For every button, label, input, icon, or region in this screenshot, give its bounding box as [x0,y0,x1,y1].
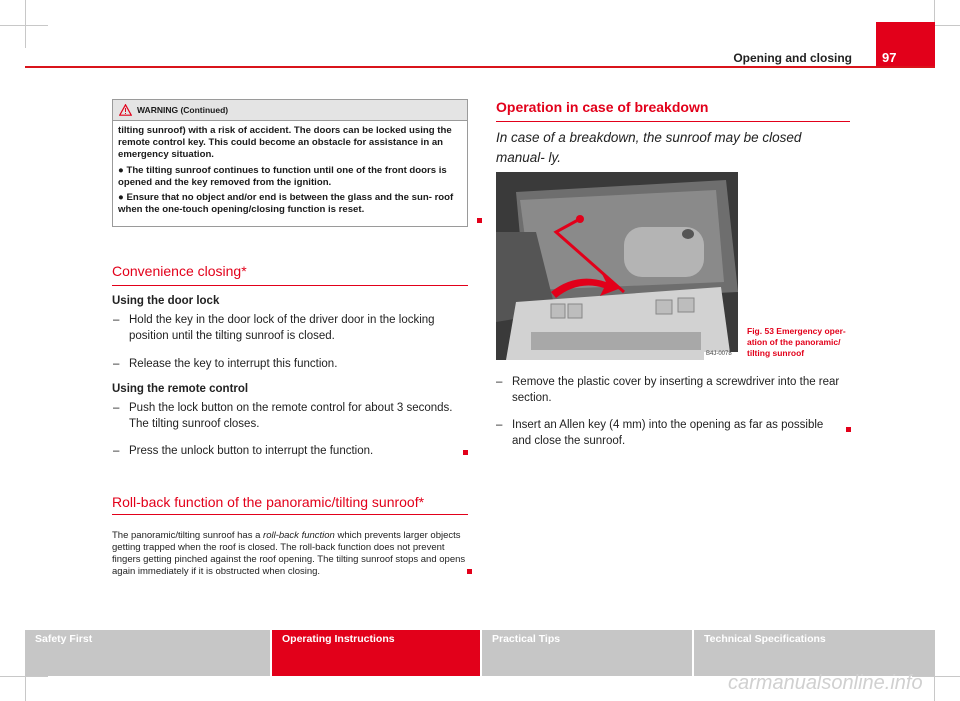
warning-bullet: ● Ensure that no object and/or end is between the glass and the sun- roof when the one-touch opening/closing function is reset. [118,192,454,216]
list-item: – Press the unlock button to interrupt the function. [113,443,469,461]
step-text: Insert an Allen key (4 mm) into the opening as far as possible and close the sunroof. [512,419,824,447]
section-title-convenience: Convenience closing* [112,263,247,279]
footer-tab-practical-tips[interactable]: Practical Tips [482,630,692,676]
section-end-marker [463,450,468,455]
section-end-marker [467,569,472,574]
list-item: – Remove the plastic cover by inserting a screwdriver into the rear section. [496,374,852,408]
subheading-door-lock: Using the door lock [112,295,220,307]
page-number: 97 [876,22,935,68]
section-end-marker [846,427,851,432]
subheading-remote: Using the remote control [112,383,249,395]
list-item: – Hold the key in the door lock of the driver door in the locking position until the tilting sunroof is closed. [113,312,469,346]
step-text: Hold the key in the door lock of the driver door in the locking position until the tilting sunroof is closed. [129,314,435,342]
section-rule [112,285,468,286]
warning-header [113,100,467,121]
section-title-breakdown: Operation in case of breakdown [496,99,709,115]
section-rule [112,514,468,515]
section-end-marker [477,218,482,223]
step-text: Remove the plastic cover by inserting a screwdriver into the rear section. [512,376,840,404]
figure-caption: Fig. 53 Emergency oper- ation of the panoramic/ tilting sunroof [747,326,846,358]
header-rule [25,66,935,68]
breakdown-intro: In case of a breakdown, the sunroof may be closed manual- ly. [496,130,802,165]
warning-title: WARNING (Continued) [137,105,229,115]
warning-triangle-icon [119,104,132,116]
rollback-paragraph: The panoramic/tilting sunroof has a roll-back function which prevents larger objects getting trapped when the roof is closed. The roll-back function does not prevent fingers getting pinched against the roof opening. The tilting sunroof stops and opens again immediately if it is obstructed when closing. [112,530,466,577]
warning-bullet: ● The tilting sunroof continues to function until one of the front doors is opened and the key removed from the ignition. [118,164,447,188]
warning-paragraph: tilting sunroof) with a risk of accident. The doors can be locked using the remote control key. This could become an obstacle for assistance in an emergency situation. [118,125,452,161]
warning-body [113,121,467,216]
figure-illustration [496,172,738,360]
section-rule [496,121,850,122]
figure-emergency-operation [496,172,738,360]
watermark: carmanualsonline.info [728,672,923,694]
crop-mark [0,25,48,26]
crop-mark [25,0,26,48]
step-text: Push the lock button on the remote control for about 3 seconds. The tilting sunroof closes. [129,402,453,430]
section-title-rollback: Roll-back function of the panoramic/tilting sunroof* [112,494,425,510]
footer-tab-technical-specifications[interactable]: Technical Specifications [694,630,935,676]
crop-mark [0,676,48,677]
footer-tab-safety-first[interactable]: Safety First [25,630,270,676]
list-item: – Release the key to interrupt this function. [113,356,469,374]
list-item: – Push the lock button on the remote control for about 3 seconds. The tilting sunroof closes. [113,400,469,434]
page-header-title: Opening and closing [733,51,852,65]
step-text: Press the unlock button to interrupt the function. [129,445,374,457]
warning-box [112,99,468,227]
list-item: – Insert an Allen key (4 mm) into the opening as far as possible and close the sunroof. [496,417,852,451]
step-text: Release the key to interrupt this function. [129,358,338,370]
figure-code: B4J-0078 [706,351,732,357]
footer-tab-operating-instructions[interactable]: Operating Instructions [272,630,480,676]
